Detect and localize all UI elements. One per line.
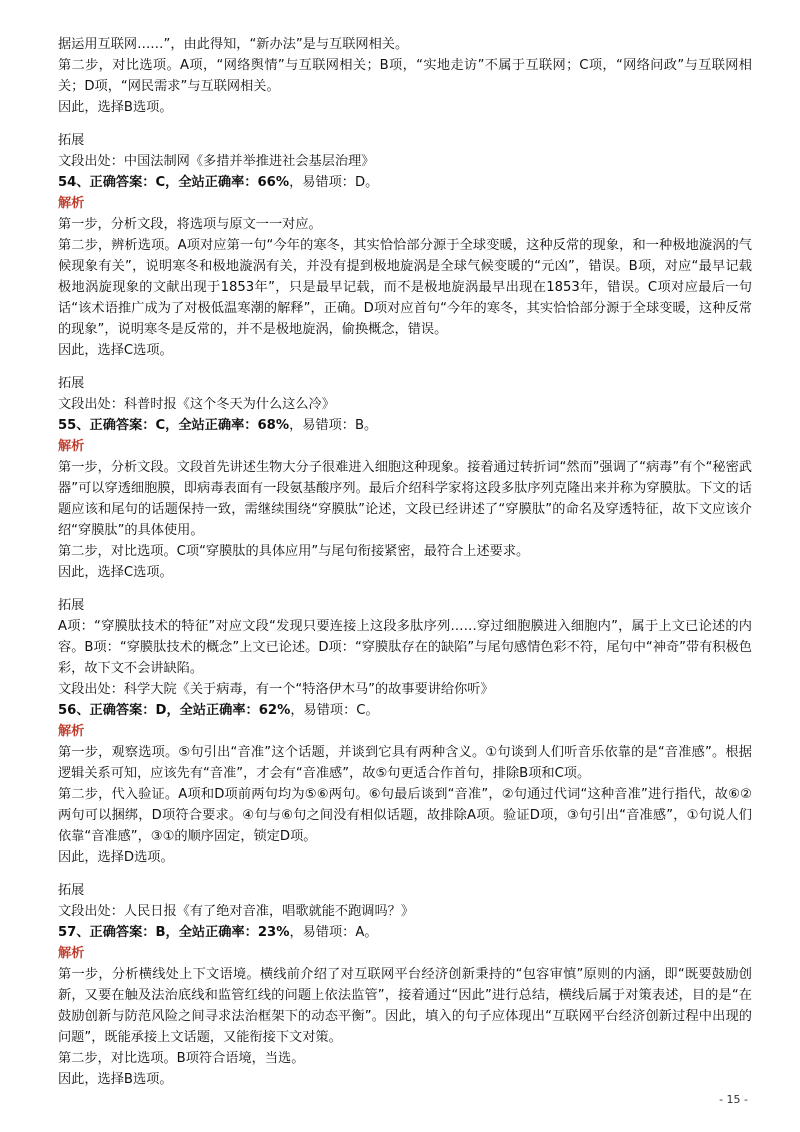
text-line: 因此，选择C选项。	[58, 343, 173, 358]
answer-rest: ，易错项：B。	[289, 418, 378, 433]
answer-bold2: ，全站正确率：	[165, 418, 258, 433]
text-line: 因此，选择D选项。	[58, 850, 174, 865]
answer-rate: 62%	[258, 703, 291, 718]
text-line: 第一步，分析文段。文段首先讲述生物大分子很难进入细胞这种现象。接着通过转折词“然而”强调了“病毒”有个“秘密武器”可以穿透细胞膜，即病毒表面有一段氨基酸序列。最后介绍科学家将这段多肽序列克隆出来并称为穿膜肽。下文的话题应该和尾句的话题保持一致，需继续围绕“穿膜肽”论述，文段已经讲述了“穿膜肽”的命名及穿透特征，故下文应该介绍“穿膜肽”的具体使用。	[58, 460, 752, 538]
text-line: A项：“穿膜肽技术的特征”对应文段“发现只要连接上这段多肽序列……穿过细胞膜进入细胞内”，属于上文已论述的内容。B项：“穿膜肽技术的概念”上文已论述。D项：“穿膜肽存在的缺陷”与尾句感情色彩不符，尾句中“神奇”带有积极色彩，故下文不会讲缺陷。	[58, 619, 752, 676]
analysis-heading: 解析	[58, 196, 85, 211]
answer-bold: 57、正确答案：	[58, 925, 156, 940]
answer-line	[58, 415, 752, 436]
paragraph-gap	[58, 118, 752, 130]
answer-bold2: ，全站正确率：	[166, 703, 259, 718]
text-line: 第一步，分析文段，将选项与原文一一对应。	[58, 217, 322, 232]
answer-bold2: ，全站正确率：	[165, 925, 258, 940]
answer-bold: 54、正确答案：	[58, 175, 156, 190]
text-line: 据运用互联网……”，由此得知，“新办法”是与互联网相关。	[58, 37, 409, 52]
paragraph-gap	[58, 583, 752, 595]
answer-line	[58, 172, 752, 193]
text-line: 文段出处：科普时报《这个冬天为什么这么冷》	[58, 397, 335, 412]
answer-rate: 23%	[257, 925, 290, 940]
paragraph-gap	[58, 868, 752, 880]
answer-line	[58, 700, 752, 721]
text-line: 文段出处：科学大院《关于病毒，有一个“特洛伊木马”的故事要讲给你听》	[58, 682, 494, 697]
text-line: 第一步，观察选项。⑤句引出“音准”这个话题，并谈到它具有两种含义。①句谈到人们听音乐依靠的是“音准感”。根据逻辑关系可知，应该先有“音准”，才会有“音准感”，故⑤句更适合作首句，排除B项和C项。	[58, 745, 752, 781]
answer-rate: 66%	[257, 175, 290, 190]
answer-key: C	[155, 175, 166, 190]
answer-rest: ，易错项：C。	[290, 703, 379, 718]
text-line: 第二步，代入验证。A项和D项前两句均为⑤⑥两句。⑥句最后谈到“音准”，②句通过代词“这种音准”进行指代，故⑥②两句可以捆绑，D项符合要求。④句与⑥句之间没有相似话题，故排除A项。验证D项，③句引出“音准感”，①句说人们依靠“音准感”，③①的顺序固定，锁定D项。	[58, 787, 752, 844]
text-line: 文段出处：人民日报《有了绝对音准，唱歌就能不跑调吗？》	[58, 904, 415, 919]
text-line: 因此，选择B选项。	[58, 1072, 173, 1087]
text-line: 第二步，对比选项。C项“穿膜肽的具体应用”与尾句衔接紧密，最符合上述要求。	[58, 544, 530, 559]
text-line: 因此，选择C选项。	[58, 565, 173, 580]
text-line: 第二步，对比选项。A项，“网络舆情”与互联网相关；B项，“实地走访”不属于互联网；C项，“网络问政”与互联网相关；D项，“网民需求”与互联网相关。	[58, 58, 752, 94]
text-line: 拓展	[58, 598, 85, 613]
answer-key: C	[155, 418, 166, 433]
answer-key: B	[155, 925, 166, 940]
text-line: 拓展	[58, 883, 85, 898]
text-line: 第二步，辨析选项。A项对应第一句“今年的寒冬，其实恰恰部分源于全球变暖，这种反常的现象，和一种极地漩涡的气候现象有关”，说明寒冬和极地漩涡有关，并没有提到极地旋涡是全球气候变暖的“元凶”，错误。B项，对应“最早记载极地涡旋现象的文献出现于1853年”，只是最早记载，而不是极地旋涡最早出现在1853年，错误。C项对应最后一句话“该术语推广成为了对极低温寒潮的解释”，正确。D项对应首句“今年的寒冬，其实恰恰部分源于全球变暖，这种反常的现象”，说明寒冬是反常的，并不是极地旋涡，偷换概念，错误。	[58, 238, 752, 337]
paragraph-gap	[58, 361, 752, 373]
analysis-heading: 解析	[58, 439, 85, 454]
analysis-heading: 解析	[58, 724, 85, 739]
text-line: 拓展	[58, 133, 85, 148]
text-line: 因此，选择B选项。	[58, 100, 173, 115]
answer-rest: ，易错项：A。	[289, 925, 378, 940]
answer-bold2: ，全站正确率：	[165, 175, 258, 190]
text-line: 文段出处：中国法制网《多措并举推进社会基层治理》	[58, 154, 375, 169]
text-line: 第二步，对比选项。B项符合语境，当选。	[58, 1051, 305, 1066]
answer-rate: 68%	[257, 418, 290, 433]
answer-bold: 55、正确答案：	[58, 418, 156, 433]
answer-line	[58, 922, 752, 943]
answer-key: D	[155, 703, 167, 718]
answer-bold: 56、正确答案：	[58, 703, 156, 718]
text-line: 第一步，分析横线处上下文语境。横线前介绍了对互联网平台经济创新秉持的“包容审慎”原则的内涵，即“既要鼓励创新，又要在触及法治底线和监管红线的问题上依法监管”，接着通过“因此”进行总结，横线后属于对策表述，目的是“在鼓励创新与防范风险之间寻求法治框架下的动态平衡”。因此，填入的句子应体现出“互联网平台经济创新过程中出现的问题”，既能承接上文话题，又能衔接下文对策。	[58, 967, 752, 1045]
page-number: - 15 -	[719, 1093, 748, 1106]
text-line: 拓展	[58, 376, 85, 391]
answer-rest: ，易错项：D。	[289, 175, 379, 190]
page-content	[58, 34, 752, 1090]
analysis-heading: 解析	[58, 946, 85, 961]
